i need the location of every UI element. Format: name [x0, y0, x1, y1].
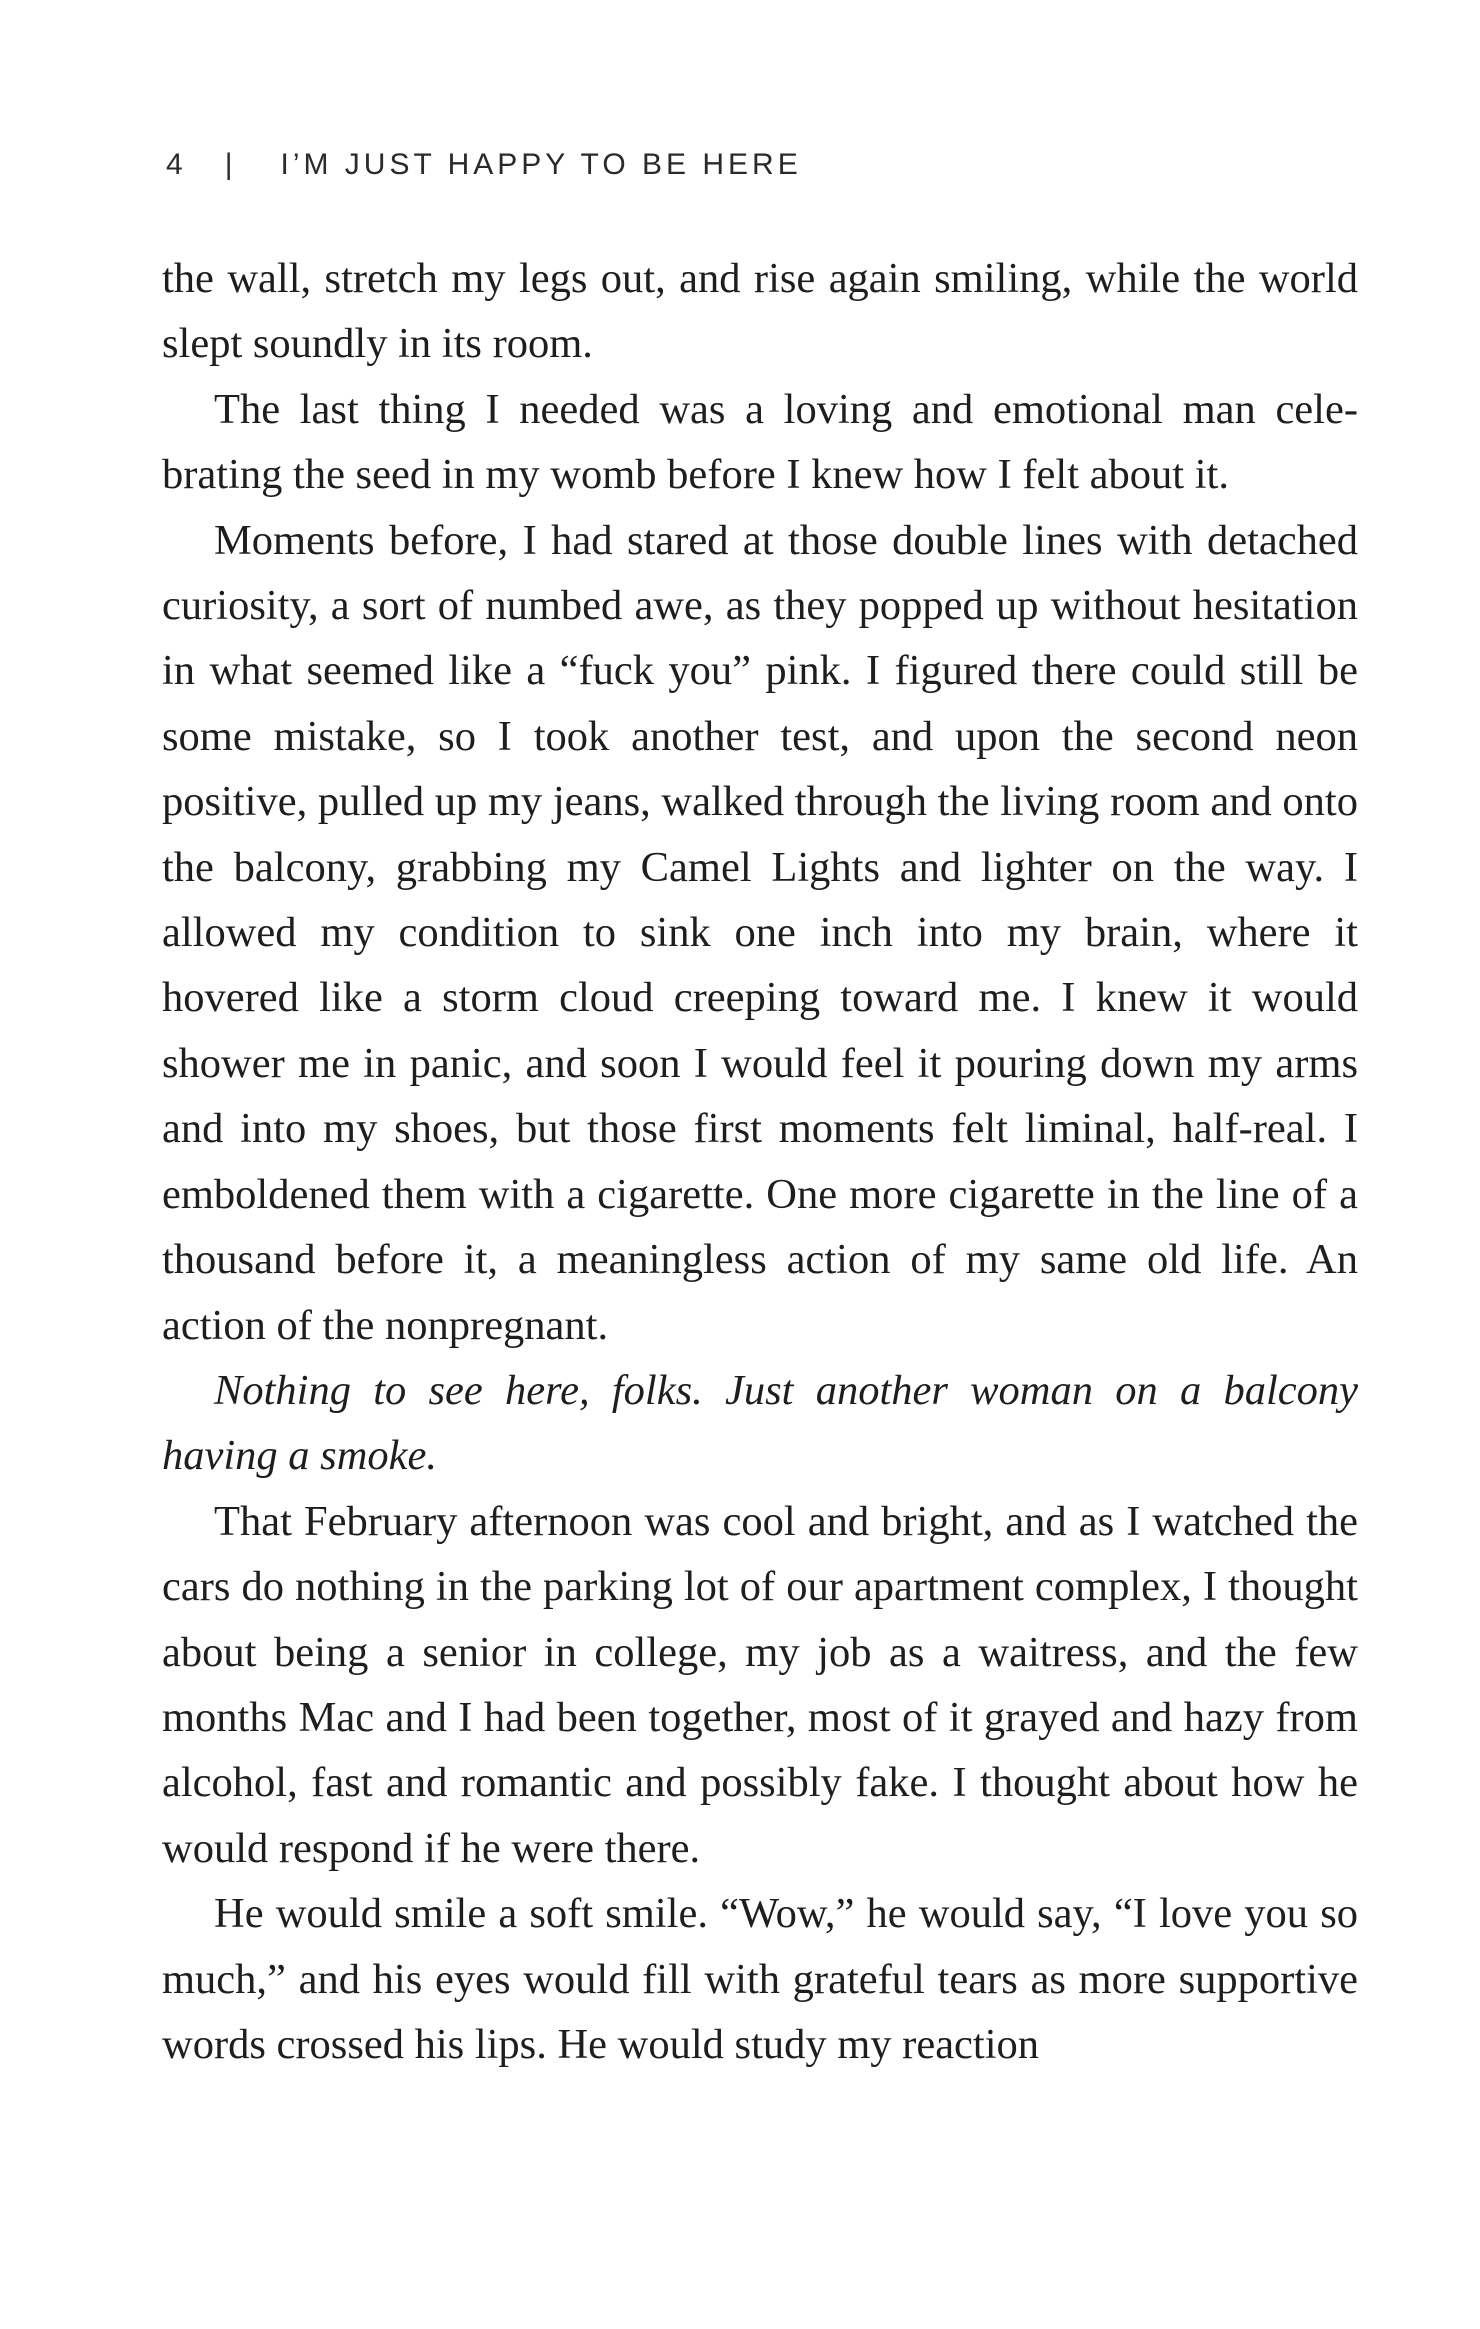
paragraph: He would smile a soft smile. “Wow,” he would say, “I love you so much,” and his eyes would fill with grateful tears as more supportive words crossed his lips. He would study my reaction	[162, 1890, 1358, 2068]
running-head	[166, 148, 802, 182]
body-text	[162, 246, 1358, 2077]
paragraph: That February afternoon was cool and bright, and as I watched the cars do nothing in the parking lot of our apartment complex, I thought about being a senior in college, my job as a waitress, and the few months Mac and I had been together, most of it grayed and hazy from alcohol, fast and romantic and possibly fake. I thought about how he would respond if he were there.	[162, 1497, 1358, 1872]
page-number: 4	[166, 148, 187, 181]
book-title: I’M JUST HAPPY TO BE HERE	[280, 148, 802, 181]
header-separator: |	[224, 148, 237, 181]
paragraph: Moments before, I had stared at those double lines with detached curiosity, a sort of numbed awe, as they popped up without hesitation in what seemed like a “fuck you” pink. I figured there could still be some mistake, so I took another test, and upon the second neon positive, pulled up my jeans, walked through the living room and onto the balcony, grabbing my Camel Lights and lighter on the way. I allowed my condition to sink one inch into my brain, where it hovered like a storm cloud creeping toward me. I knew it would shower me in panic, and soon I would feel it pouring down my arms and into my shoes, but those first moments felt liminal, half-real. I emboldened them with a cigarette. One more cigarette in the line of a thousand before it, a meaningless action of my same old life. An action of the nonpregnant.	[162, 516, 1358, 1349]
paragraph: The last thing I needed was a loving and emotional man celebrating the seed in my womb before I knew how I felt about it.	[162, 385, 1358, 499]
italic-paragraph: Nothing to see here, folks. Just another woman on a balcony having a smoke.	[162, 1366, 1358, 1480]
paragraph-continued: the wall, stretch my legs out, and rise again smiling, while the world slept soundly in its room.	[162, 255, 1358, 368]
